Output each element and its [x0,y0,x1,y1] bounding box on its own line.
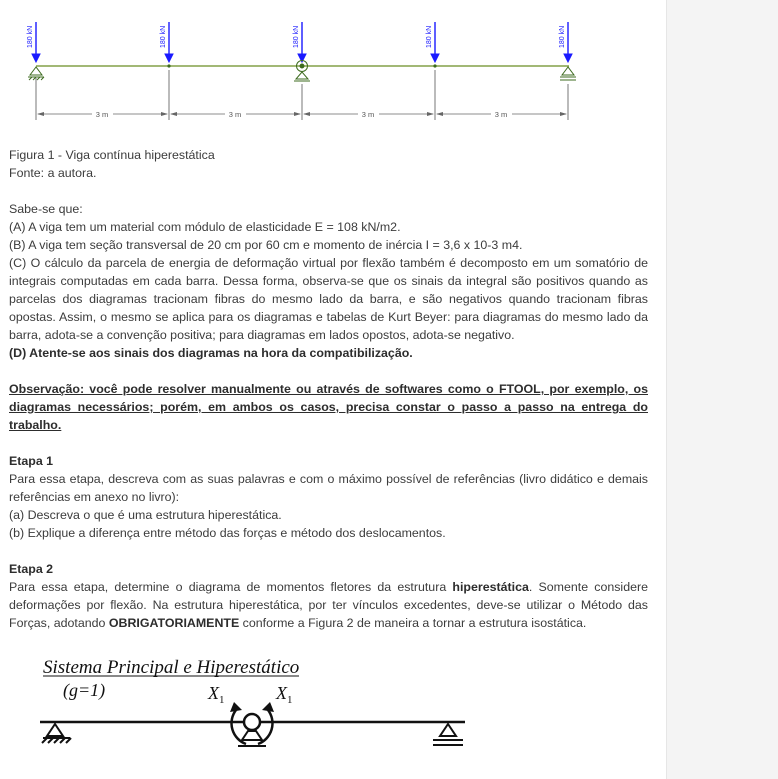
etapa-1-item-b: (b) Explique a diferença entre método das forças e método dos deslocamentos. [9,526,446,540]
figure-1-beam-diagram [0,0,666,130]
load-label: 180 kN [293,25,300,48]
right-side-panel [666,0,778,779]
figure-caption: Figura 1 - Viga contínua hiperestática [9,148,215,162]
load-label: 180 kN [27,25,34,48]
observation-note: Observação: você pode resolver manualmente ou através de softwares como o FTOOL, por exemplo, os diagramas necessários; porém, em ambos os casos, precisa constar o passo a passo na entrega do trabalho. [9,382,648,432]
support-left [42,724,71,743]
hinge-with-redundant-moments [232,710,273,746]
x1-left-label: $X_1$ [208,683,225,706]
figure-2-title: Sistema Principal e Hiperestático [43,657,300,678]
etapa-1-title: Etapa 1 [9,454,54,468]
support-middle [294,61,310,82]
figure-2-degree: (g=1) [63,680,106,700]
known-intro: Sabe-se que: [9,202,83,216]
figure-source: Fonte: a autora. [9,166,97,180]
load-arrow [32,22,572,62]
x1-right-label: $X_1$ [276,683,293,706]
load-label: 180 kN [160,25,167,48]
text-body [9,146,648,632]
span-label: 3 m [494,110,508,119]
etapa-2-title: Etapa 2 [9,562,54,576]
etapa-1-item-a: (a) Descreva o que é uma estrutura hiperestática. [9,508,282,522]
span-label: 3 m [95,110,109,119]
known-item-d: (D) Atente-se aos sinais dos diagramas na hora da compatibilização. [9,346,413,360]
load-label: 180 kN [559,25,566,48]
etapa-2-text: Para essa etapa, determine o diagrama de momentos fletores da estrutura hiperestática. Somente considere deformações por flexão. Na estrutura hiperestática, por ter vínculos excedentes, deve-se utilizar o Método das Forças, adotando OBRIGATORIAMENTE conforme a Figura 2 de maneira a tornar a estrutura isostática. [9,580,648,630]
known-item-a: (A) A viga tem um material com módulo de elasticidade E = 108 kN/m2. [9,220,401,234]
support-roller-right [560,67,576,80]
support-right [433,724,463,745]
load-label: 180 kN [426,25,433,48]
etapa-1-intro: Para essa etapa, descreva com as suas palavras e com o máximo possível de referências (livro didático e demais referências em anexo no livro): [9,472,648,504]
figure-2-principal-system [0,650,666,779]
span-label: 3 m [361,110,375,119]
span-label: 3 m [228,110,242,119]
known-item-c: (C) O cálculo da parcela de energia de deformação virtual por flexão também é decomposto em um somatório de integrais computadas em cada barra. Dessa forma, observa-se que os sinais da integral são positivos quando as parcelas dos diagramas tracionam fibras do mesmo lado da barra, e são negativos quando tracionam fibras opostas. Assim, o mesmo se aplica para os diagramas e tabelas de Kurt Beyer: para diagramas do mesmo lado da barra, adota-se a convenção positiva; para diagramas em lados opostos, adota-se negativo. [9,256,648,342]
known-item-b: (B) A viga tem seção transversal de 20 cm por 60 cm e momento de inércia I = 3,6 x 10-3 m4. [9,238,523,252]
